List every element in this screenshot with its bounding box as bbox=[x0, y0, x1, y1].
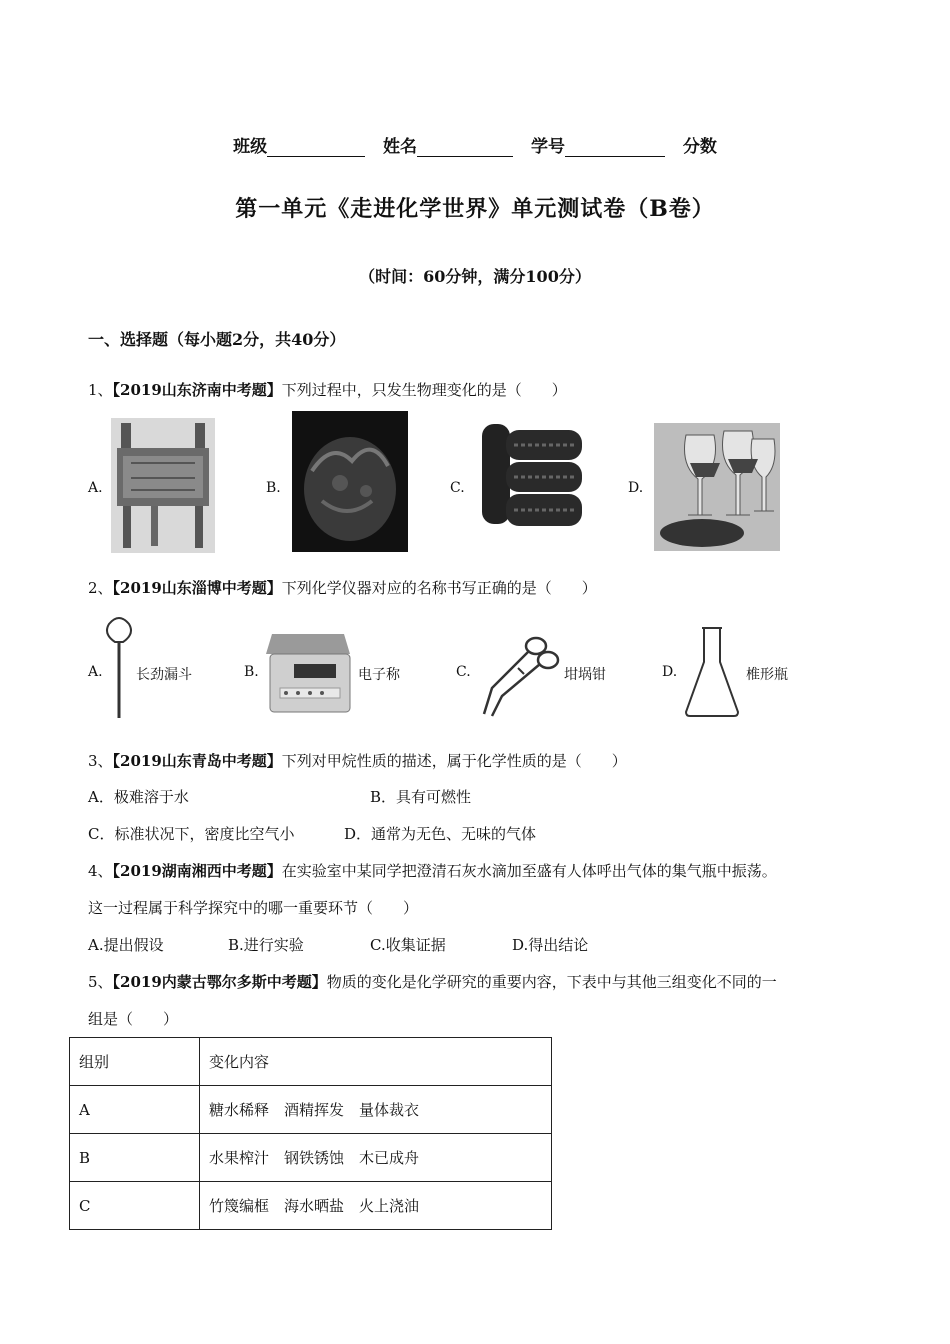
crucible-tongs-icon bbox=[478, 630, 560, 718]
table-row bbox=[70, 1086, 552, 1134]
time-note: （时间：60分钟，满分100分） bbox=[359, 267, 591, 286]
q3-option-a[interactable]: A．极难溶于水 bbox=[88, 788, 189, 806]
id-label: 学号 bbox=[530, 137, 565, 157]
q4-option-a[interactable]: A.提出假设 bbox=[88, 936, 164, 954]
q4-option-c[interactable]: C.收集证据 bbox=[370, 936, 446, 954]
q3-option-c[interactable]: C．标准状况下，密度比空气小 bbox=[88, 825, 295, 843]
tires-image bbox=[478, 420, 586, 532]
table-cell: B bbox=[70, 1134, 200, 1182]
question-1 bbox=[88, 379, 567, 400]
q2-option-a[interactable]: A. bbox=[88, 664, 103, 680]
question-number: 4、 bbox=[88, 862, 113, 880]
table-cell: 水果榨汁 钢铁锈蚀 木已成舟 bbox=[200, 1134, 552, 1182]
question-source: 【2019内蒙古鄂尔多斯中考题】 bbox=[112, 973, 327, 991]
q2-option-d-name: 椎形瓶 bbox=[746, 667, 788, 683]
bronze-ding-image bbox=[111, 418, 215, 553]
q1-option-d[interactable]: D. bbox=[628, 480, 644, 496]
question-number: 1、 bbox=[88, 381, 113, 399]
name-label: 姓名 bbox=[383, 137, 418, 157]
class-blank[interactable] bbox=[267, 138, 365, 157]
question-3 bbox=[88, 750, 627, 771]
q2-option-d[interactable]: D. bbox=[662, 664, 678, 680]
table-header-row bbox=[70, 1038, 552, 1086]
q1-option-a[interactable]: A. bbox=[88, 480, 103, 496]
question-source: 【2019湖南湘西中考题】 bbox=[112, 862, 282, 880]
question-4-continued: 这一过程属于科学探究中的哪一重要环节（ ） bbox=[88, 899, 419, 917]
table-cell: A bbox=[70, 1086, 200, 1134]
jade-carving-image bbox=[292, 411, 408, 552]
q2-option-c[interactable]: C. bbox=[456, 664, 471, 680]
q4-option-b[interactable]: B.进行实验 bbox=[228, 936, 304, 954]
q4-option-d[interactable]: D.得出结论 bbox=[512, 936, 589, 954]
conical-flask-icon bbox=[682, 624, 742, 720]
question-4 bbox=[88, 860, 777, 881]
question-5 bbox=[88, 971, 777, 992]
question-number: 3、 bbox=[88, 752, 113, 770]
id-blank[interactable] bbox=[565, 138, 665, 157]
table-cell: 糖水稀释 酒精挥发 量体裁衣 bbox=[200, 1086, 552, 1134]
table-cell: 竹篾编框 海水晒盐 火上浇油 bbox=[200, 1182, 552, 1230]
change-table bbox=[69, 1037, 552, 1230]
q1-option-c[interactable]: C. bbox=[450, 480, 465, 496]
student-info-header bbox=[0, 132, 950, 157]
table-header-cell: 变化内容 bbox=[200, 1038, 552, 1086]
question-text: 下列对甲烷性质的描述，属于化学性质的是（ ） bbox=[281, 752, 627, 770]
question-number: 5、 bbox=[88, 973, 113, 991]
page-title: 第一单元《走进化学世界》单元测试卷（B卷） bbox=[235, 196, 715, 222]
q2-option-b-name: 电子称 bbox=[358, 667, 400, 683]
section-heading: 一、选择题（每小题2分，共40分） bbox=[88, 330, 346, 349]
table-header-cell: 组别 bbox=[70, 1038, 200, 1086]
funnel-icon bbox=[104, 614, 134, 722]
question-source: 【2019山东济南中考题】 bbox=[112, 381, 282, 399]
question-5-continued: 组是（ ） bbox=[88, 1010, 179, 1028]
q2-option-c-name: 坩埚钳 bbox=[564, 667, 606, 683]
q3-option-b[interactable]: B．具有可燃性 bbox=[370, 788, 472, 806]
question-source: 【2019山东淄博中考题】 bbox=[112, 579, 282, 597]
name-blank[interactable] bbox=[417, 138, 513, 157]
question-text: 下列过程中，只发生物理变化的是（ ） bbox=[281, 381, 567, 399]
balance-icon bbox=[262, 612, 354, 716]
question-text: 物质的变化是化学研究的重要内容，下表中与其他三组变化不同的一 bbox=[326, 973, 777, 991]
table-row bbox=[70, 1182, 552, 1230]
table-cell: C bbox=[70, 1182, 200, 1230]
question-text: 下列化学仪器对应的名称书写正确的是（ ） bbox=[281, 579, 597, 597]
question-2 bbox=[88, 577, 597, 598]
question-source: 【2019山东青岛中考题】 bbox=[112, 752, 282, 770]
score-label: 分数 bbox=[682, 137, 717, 157]
q3-option-d[interactable]: D．通常为无色、无味的气体 bbox=[344, 825, 537, 843]
question-text: 在实验室中某同学把澄清石灰水滴加至盛有人体呼出气体的集气瓶中振荡。 bbox=[281, 862, 777, 880]
question-number: 2、 bbox=[88, 579, 113, 597]
q2-option-b[interactable]: B. bbox=[244, 664, 259, 680]
table-row bbox=[70, 1134, 552, 1182]
q1-option-b[interactable]: B. bbox=[266, 480, 281, 496]
q2-option-a-name: 长劲漏斗 bbox=[136, 667, 192, 683]
class-label: 班级 bbox=[233, 137, 268, 157]
wine-glasses-image bbox=[654, 423, 780, 551]
